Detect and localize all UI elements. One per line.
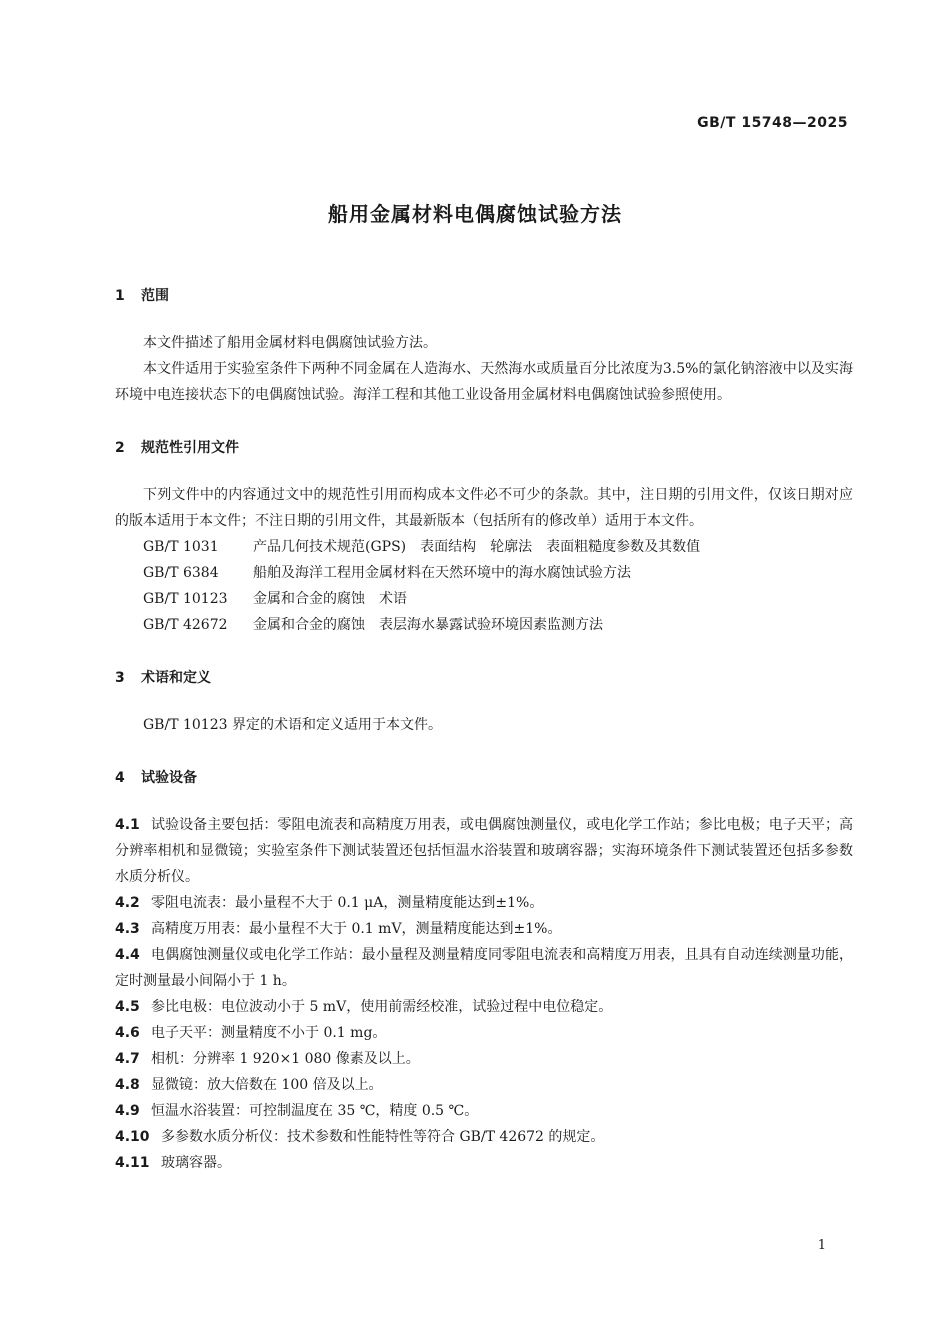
clause-text: 高精度万用表：最小量程不大于 0.1 mV，测量精度能达到±1%。 [151, 921, 562, 937]
page-number: 1 [817, 1238, 826, 1253]
reference-title: 船舶及海洋工程用金属材料在天然环境中的海水腐蚀试验方法 [253, 565, 631, 581]
clause-item [115, 942, 853, 994]
clause-number: 4.1 [115, 817, 140, 833]
clause-text: 电子天平：测量精度不小于 0.1 mg。 [151, 1025, 387, 1041]
clause-number: 4.9 [115, 1103, 140, 1119]
reference-code: GB/T 1031 [143, 539, 219, 555]
clause-item [115, 1098, 853, 1124]
section-title: 试验设备 [141, 770, 197, 786]
reference-title: 金属和合金的腐蚀 术语 [253, 591, 407, 607]
clause-item [115, 890, 853, 916]
clause-text: 显微镜：放大倍数在 100 倍及以上。 [151, 1077, 383, 1093]
clause-text: 试验设备主要包括：零阻电流表和高精度万用表，或电偶腐蚀测量仪，或电化学工作站；参比电极；电子天平；高分辨率相机和显微镜；实验室条件下测试装置还包括恒温水浴装置和玻璃容器；实海环境条件下测试装置还包括多参数水质分析仪。 [115, 817, 853, 885]
clause-number: 4.8 [115, 1077, 140, 1093]
section-heading-scope [115, 282, 853, 310]
document-title: 船用金属材料电偶腐蚀试验方法 [328, 202, 622, 226]
reference-title: 产品几何技术规范(GPS) 表面结构 轮廓法 表面粗糙度参数及其数值 [253, 539, 701, 555]
reference-item [115, 534, 853, 560]
standard-code: GB/T 15748—2025 [697, 115, 848, 131]
clause-item [115, 994, 853, 1020]
clause-number: 4.2 [115, 895, 140, 911]
section-heading-terms [115, 664, 853, 692]
section-title: 规范性引用文件 [141, 440, 239, 456]
section-number: 2 [115, 440, 125, 456]
section-title: 范围 [141, 288, 169, 304]
paragraph: GB/T 10123 界定的术语和定义适用于本文件。 [143, 717, 442, 733]
reference-item [115, 560, 853, 586]
clause-item [115, 1150, 853, 1176]
clause-number: 4.11 [115, 1155, 150, 1171]
clause-number: 4.7 [115, 1051, 140, 1067]
clause-number: 4.6 [115, 1025, 140, 1041]
clause-text: 参比电极：电位波动小于 5 mV，使用前需经校准，试验过程中电位稳定。 [151, 999, 613, 1015]
section-number: 3 [115, 670, 125, 686]
section-heading-normative-references [115, 434, 853, 462]
clause-number: 4.5 [115, 999, 140, 1015]
clause-item [115, 1072, 853, 1098]
reference-code: GB/T 42672 [143, 617, 228, 633]
clause-text: 零阻电流表：最小量程不大于 0.1 μA，测量精度能达到±1%。 [151, 895, 544, 911]
section-number: 4 [115, 770, 125, 786]
reference-code: GB/T 6384 [143, 565, 219, 581]
clause-item [115, 812, 853, 890]
clause-item [115, 916, 853, 942]
clause-item [115, 1046, 853, 1072]
clause-number: 4.4 [115, 947, 140, 963]
clause-item [115, 1020, 853, 1046]
clause-number: 4.10 [115, 1129, 150, 1145]
clause-text: 多参数水质分析仪：技术参数和性能特性等符合 GB/T 42672 的规定。 [161, 1129, 605, 1145]
reference-title: 金属和合金的腐蚀 表层海水暴露试验环境因素监测方法 [253, 617, 603, 633]
reference-item [115, 612, 853, 638]
reference-code: GB/T 10123 [143, 591, 228, 607]
paragraph: 本文件适用于实验室条件下两种不同金属在人造海水、天然海水或质量百分比浓度为3.5%的氯化钠溶液中以及实海环境中电连接状态下的电偶腐蚀试验。海洋工程和其他工业设备用金属材料电偶腐蚀试验参照使用。 [115, 361, 853, 403]
clause-text: 电偶腐蚀测量仪或电化学工作站：最小量程及测量精度同零阻电流表和高精度万用表，且具有自动连续测量功能，定时测量最小间隔小于 1 h。 [115, 947, 853, 989]
paragraph: 本文件描述了船用金属材料电偶腐蚀试验方法。 [143, 335, 437, 351]
reference-item [115, 586, 853, 612]
clause-text: 恒温水浴装置：可控制温度在 35 ℃，精度 0.5 ℃。 [151, 1103, 479, 1119]
clause-text: 玻璃容器。 [161, 1155, 231, 1171]
clause-text: 相机：分辨率 1 920×1 080 像素及以上。 [151, 1051, 420, 1067]
clause-number: 4.3 [115, 921, 140, 937]
clause-item [115, 1124, 853, 1150]
document-body [115, 282, 853, 1176]
section-number: 1 [115, 288, 125, 304]
paragraph: 下列文件中的内容通过文中的规范性引用而构成本文件必不可少的条款。其中，注日期的引用文件，仅该日期对应的版本适用于本文件；不注日期的引用文件，其最新版本（包括所有的修改单）适用于本文件。 [115, 487, 853, 529]
section-title: 术语和定义 [141, 670, 211, 686]
section-heading-equipment [115, 764, 853, 792]
